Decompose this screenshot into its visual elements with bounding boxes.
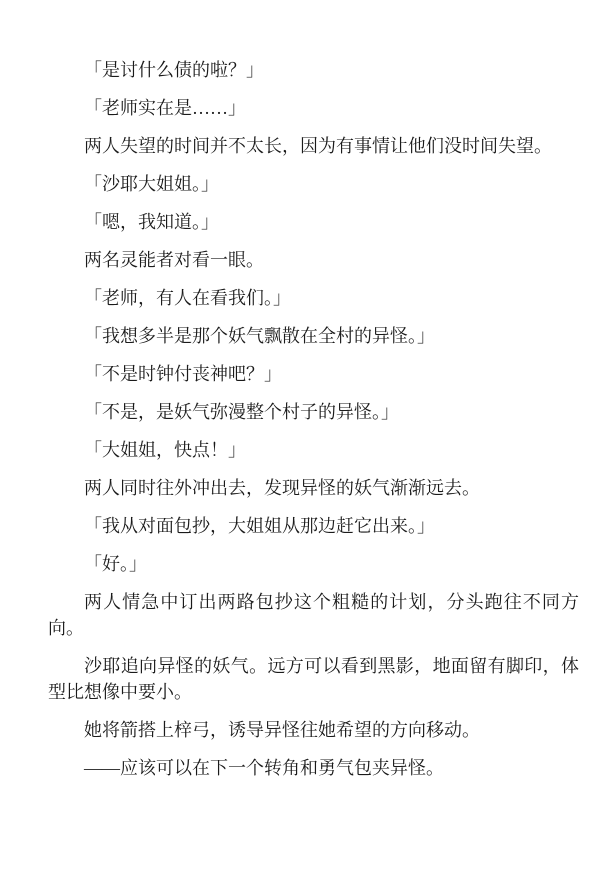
paragraph: 「嗯，我知道。」 xyxy=(84,212,219,232)
paragraph: 「不是时钟付丧神吧？」 xyxy=(84,364,282,384)
paragraph: ——应该可以在下一个转角和勇气包夹异怪。 xyxy=(84,758,444,778)
paragraph: 两人情急中订出两路包抄这个粗糙的计划，分头跑往不同方向。 xyxy=(48,592,579,638)
text-content xyxy=(48,57,579,781)
paragraph: 「老师，有人在看我们。」 xyxy=(84,288,291,308)
paragraph: 两人同时往外冲出去，发现异怪的妖气渐渐远去。 xyxy=(84,478,480,498)
paragraph: 「老师实在是……」 xyxy=(84,98,246,118)
paragraph: 她将箭搭上梓弓，诱导异怪往她希望的方向移动。 xyxy=(84,720,480,740)
paragraph: 「我想多半是那个妖气飘散在全村的异怪。」 xyxy=(84,326,435,346)
paragraph: 沙耶追向异怪的妖气。远方可以看到黑影，地面留有脚印，体型比想像中要小。 xyxy=(48,656,579,702)
paragraph: 两人失望的时间并不太长，因为有事情让他们没时间失望。 xyxy=(84,136,552,156)
paragraph: 两名灵能者对看一眼。 xyxy=(84,250,264,270)
paragraph: 「是讨什么债的啦？」 xyxy=(84,60,264,80)
paragraph: 「不是，是妖气弥漫整个村子的异怪。」 xyxy=(84,402,399,422)
paragraph: 「好。」 xyxy=(84,554,147,574)
paragraph: 「大姐姐，快点！」 xyxy=(84,440,246,460)
paragraph: 「沙耶大姐姐。」 xyxy=(84,174,219,194)
paragraph: 「我从对面包抄，大姐姐从那边赶它出来。」 xyxy=(84,516,435,536)
